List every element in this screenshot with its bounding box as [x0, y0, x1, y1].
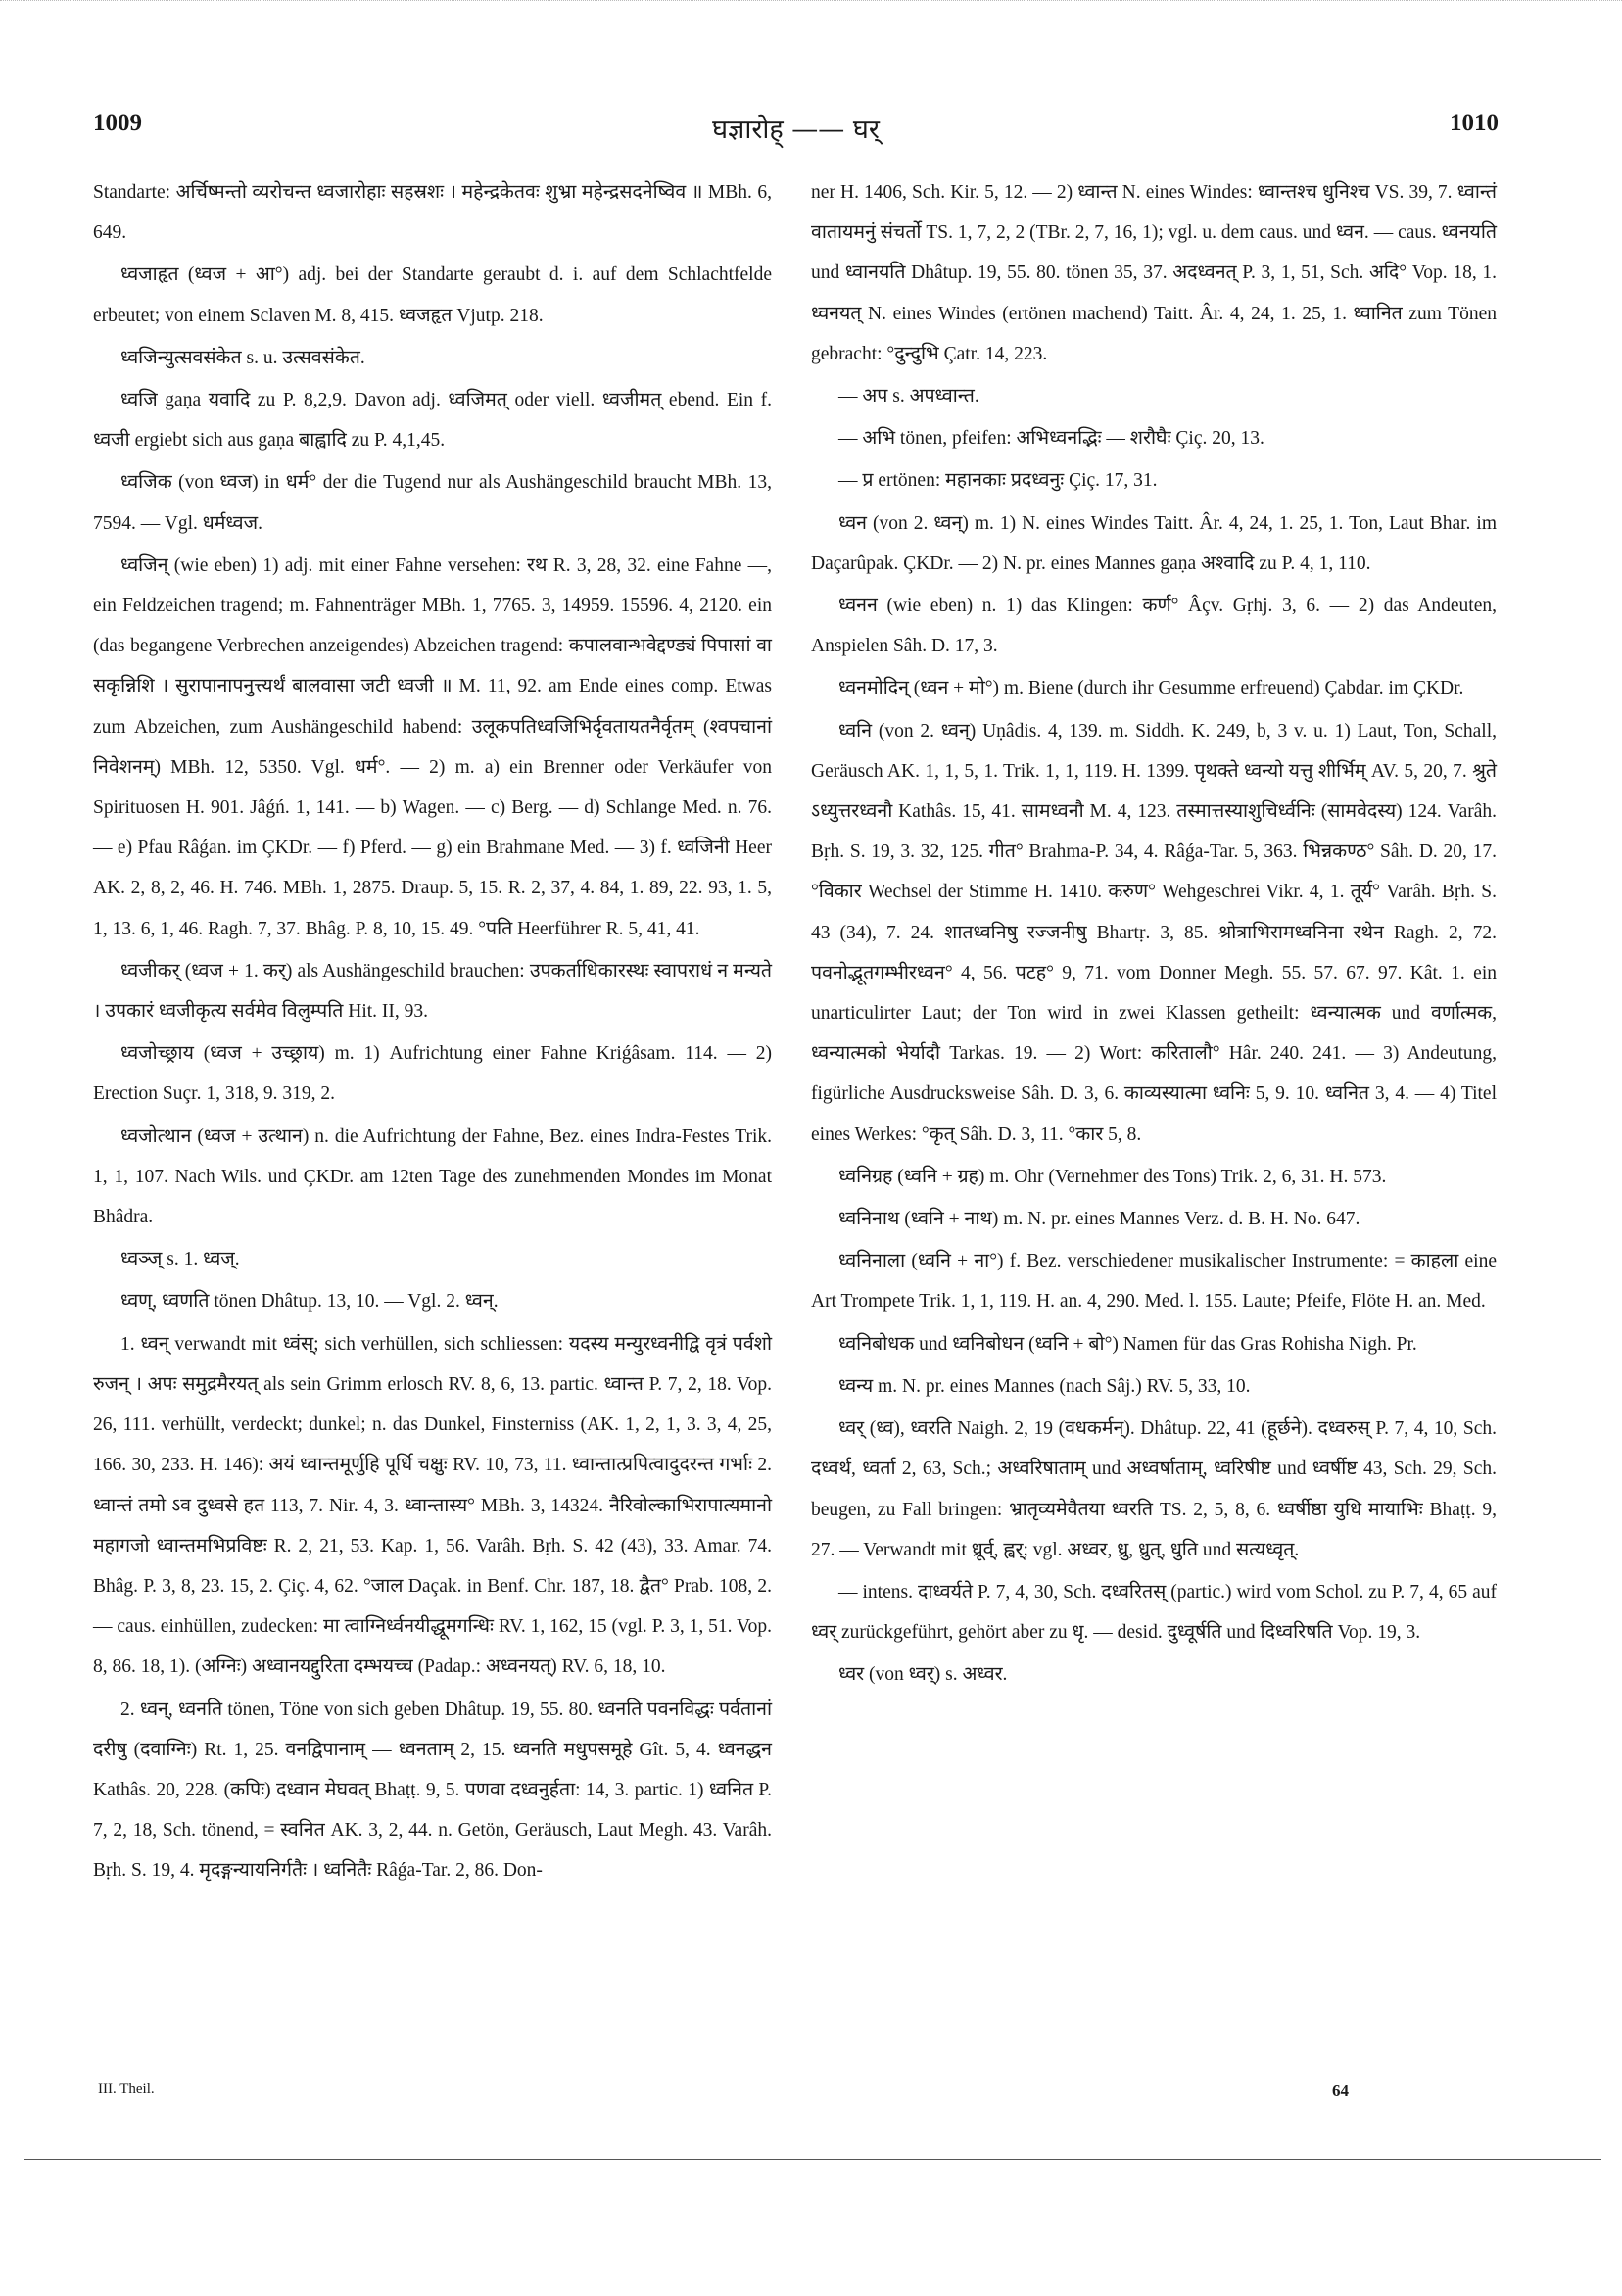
entry-paragraph: ध्वनिनाथ (ध्वनि + नाथ) m. N. pr. eines Mannes Verz. d. B. H. No. 647. — [838, 1209, 1360, 1230]
entry-paragraph: 1. ध्वन् verwandt mit ध्वंस्; sich verhüllen, sich schliessen: यदस्य मन्युरध्वनीद्वि वृत्रं पर्वशो रुजन् । अपः समुद्रमैरयत् als sein Grimm erlosch RV. 8, 6, 13. partic. ध्वान्त P. 7, 2, 18. Vop. 26, 111. verhüllt, verdeckt; dunkel; n. das Dunkel, Finsterniss (AK. 1, 2, 1, 3. 3, 4, 25, 166. 30, 233. H. 146): अयं ध्वान्तमूर्णुहि पूर्धि चक्षुः RV. 10, 73, 11. ध्वान्तात्प्रपित्वादुदरन्त गर्भाः 2. ध्वान्तं तमो ऽव दुध्वसे हत 113, 7. Nir. 4, 3. ध्वान्तास्य° MBh. 3, 14324. नैरिवोल्काभिरापात्यमानो महागजो ध्वान्तमभिप्रविष्टः R. 2, 21, 53. Kap. 1, 56. Varâh. Bṛh. S. 42 (43), 33. Amar. 74. Bhâg. P. 3, 8, 23. 15, 2. Çiç. 4, 62. °जाल Daçak. in Benf. Chr. 187, 18. द्वैत° Prab. 108, 2. — caus. einhüllen, zudecken: मा त्वाग्निर्ध्वनयीद्धूमगन्धिः RV. 1, 162, 15 (vgl. P. 3, 1, 51. Vop. 8, 86. 18, 1). (अग्निः) अध्वानयद्दुरिता दम्भयच्च (Padap.: अध्वनयत्) RV. 6, 18, 10. — [93, 1333, 772, 1678]
entry-paragraph: ध्वर (von ध्वर्) s. अध्वर. — [838, 1664, 1008, 1686]
entry-paragraph: ध्वजीकर् (ध्वज + 1. कर्) als Aushängeschild brauchen: उपकर्ताधिकारस्थः स्वापराधं न मन्यते । उपकारं ध्वजीकृत्य सर्वमेव विलुम्पति Hit. II, 93. — [93, 960, 772, 1023]
entry-paragraph: ner H. 1406, Sch. Kir. 5, 12. — 2) ध्वान्त N. eines Windes: ध्वान्तश्च धुनिश्च VS. 39, 7. ध्वान्तं वातायमनुं संचर्तो TS. 1, 7, 2, 2 (TBr. 2, 7, 16, 1); vgl. u. dem caus. und ध्वन. — caus. ध्वनयति und ध्वानयति Dhâtup. 19, 55. 80. tönen 35, 37. अदध्वनत् P. 3, 1, 51, Sch. अदि° Vop. 18, 1. ध्वनयत् N. eines Windes (ertönen machend) Taitt. Âr. 4, 24, 1. 25, 1. ध्वानित zum Tönen gebracht: °दुन्दुभि Çatr. 14, 223. — [811, 182, 1497, 364]
entry-paragraph: ध्वनिनाला (ध्वनि + ना°) f. Bez. verschiedener musikalischer Instrumente: = काहला eine Art Trompete Trik. 1, 1, 119. H. an. 4, 290. Med. l. 155. Laute; Pfeife, Flöte H. an. Med. — [811, 1251, 1497, 1313]
entry-paragraph: ध्वजोच्छ्राय (ध्वज + उच्छ्राय) m. 1) Aufrichtung einer Fahne Kriǵâsam. 114. — 2) Erection Suçr. 1, 318, 9. 319, 2. — [93, 1043, 772, 1105]
entry-paragraph: — intens. दाध्वर्यते P. 7, 4, 30, Sch. दध्वरितस् (partic.) wird vom Schol. zu P. 7, 4, 65 auf ध्वर् zurückgeführt, gehört aber zu धृ. — desid. दुध्वूर्षति und दिध्वरिषति Vop. 19, 3. — [811, 1581, 1497, 1644]
entry-paragraph: ध्वनमोदिन् (ध्वन + मो°) m. Biene (durch ihr Gesumme erfreuend) Çabdar. im ÇKDr. — [838, 678, 1464, 699]
entry-paragraph: ध्वनिबोधक und ध्वनिबोधन (ध्वनि + बो°) Namen für das Gras Rohisha Nigh. Pr. — [838, 1333, 1417, 1355]
entry-paragraph: ध्वर् (ध्व), ध्वरति Naigh. 2, 19 (वधकर्मन्). Dhâtup. 22, 41 (हूर्छने). दध्वरुस् P. 7, 4, 10, Sch. दध्वर्थ, ध्वर्ता 2, 63, Sch.; अध्वरिषाताम् und अध्वर्षाताम्, ध्वरिषीष्ट und ध्वर्षीष्ट 43, Sch. 29, Sch. beugen, zu Fall bringen: भ्रातृव्यमेवैतया ध्वरति TS. 2, 5, 8, 6. ध्वर्षीष्ठा युधि मायाभिः Bhaṭṭ. 9, 27. — Verwandt mit ध्रूर्व्, ह्वर्; vgl. अध्वर, ध्रु, ध्रुत्, धुति und सत्यध्वृत्. — [811, 1418, 1497, 1560]
entry-paragraph: ध्वनि (von 2. ध्वन्) Uṇâdis. 4, 139. m. Siddh. K. 249, b, 3 v. u. 1) Laut, Ton, Schall, Geräusch AK. 1, 1, 5, 1. Trik. 1, 1, 119. H. 1399. पृथक्ते ध्वन्यो यत्तु शीर्भिम् AV. 5, 20, 7. श्रुते ऽध्युत्तरध्वनौ Kathâs. 15, 41. सामध्वनौ M. 4, 123. तस्मात्तस्याशुचिर्ध्वनिः (सामवेदस्य) 124. Varâh. Bṛh. S. 19, 3. 32, 125. गीत° Brahma-P. 34, 4. Râǵa-Tar. 5, 363. भिन्नकण्ठ° Sâh. D. 20, 17. °विकार Wechsel der Stimme H. 1410. करुण° Wehgeschrei Vikr. 4, 1. तूर्य° Varâh. Bṛh. S. 43 (34), 7. 24. शातध्वनिषु रज्जनीषु Bhartṛ. 3, 85. श्रोत्राभिरामध्वनिना रथेन Ragh. 2, 72. पवनोद्भूतगम्भीरध्वन° 4, 56. पटह° 9, 71. vom Donner Megh. 55. 57. 67. 97. Kât. 1. ein unarticulirter Laut; der Ton wird in zwei Klassen getheilt: ध्वन्यात्मक und वर्णात्मक, ध्वन्यात्मको भेर्यादौ Tarkas. 19. — 2) Wort: करितालौ° Hâr. 240. 241. — 3) Andeutung, figürliche Ausdrucksweise Sâh. D. 3, 6. काव्यस्यात्मा ध्वनिः 5, 9. 10. ध्वनित 3, 4. — 4) Titel eines Werkes: °कृत् Sâh. D. 3, 11. °कार 5, 8. — [811, 720, 1497, 1145]
entry-paragraph: ध्वजोत्थान (ध्वज + उत्थान) n. die Aufrichtung der Fahne, Bez. eines Indra-Festes Trik. 1, 1, 107. Nach Wils. und ÇKDr. am 12ten Tage des zunehmenden Mondes im Monat Bhâdra. — [93, 1125, 772, 1228]
entry-paragraph: ध्वन्य m. N. pr. eines Mannes (nach Sâj.) RV. 5, 33, 10. — [838, 1375, 1251, 1397]
entry-paragraph: ध्वण्, ध्वणति tönen Dhâtup. 13, 10. — Vgl. 2. ध्वन्. — [120, 1291, 499, 1313]
entry-paragraph: ध्वन (von 2. ध्वन्) m. 1) N. eines Windes Taitt. Âr. 4, 24, 1. 25, 1. Ton, Laut Bhar. im Daçarûpak. ÇKDr. — 2) N. pr. eines Mannes gaṇa अश्वादि zu P. 4, 1, 110. — [811, 512, 1497, 574]
left-column — [93, 172, 772, 1891]
entry-paragraph: ध्वनिग्रह (ध्वनि + ग्रह) m. Ohr (Vernehmer des Tons) Trik. 2, 6, 31. H. 573. — [838, 1166, 1387, 1187]
bottom-rule — [24, 2159, 1601, 2160]
entry-paragraph: ध्वजिन्युत्सवसंकेत s. u. उत्सवसंकेत. — [120, 347, 365, 368]
right-column — [811, 172, 1497, 1696]
entry-paragraph: ध्वजि gaṇa यवादि zu P. 8,2,9. Davon adj. ध्वजिमत् oder viell. ध्वजीमत् ebend. Ein f. ध्वजी ergiebt sich aus gaṇa बाह्वादि zu P. 4,1,45. — [93, 390, 772, 452]
entry-paragraph: — अप s. अपध्वान्त. — [838, 386, 979, 407]
left-page-number: 1009 — [93, 110, 142, 136]
entry-paragraph: ध्वजाहृत (ध्वज + आ°) adj. bei der Standarte geraubt d. i. auf dem Schlachtfelde erbeutet; von einem Sclaven M. 8, 415. ध्वजहृत Vjutp. 218. — [93, 264, 772, 326]
volume-note: III. Theil. — [98, 2081, 155, 2097]
entry-paragraph: Standarte: अर्चिष्मन्तो व्यरोचन्त ध्वजारोहाः सहस्रशः । महेन्द्रकेतवः शुभ्रा महेन्द्रसदनेष्विव ॥ MBh. 6, 649. — [93, 182, 772, 244]
entry-paragraph: 2. ध्वन्, ध्वनति tönen, Töne von sich geben Dhâtup. 19, 55. 80. ध्वनति पवनविद्धः पर्वतानां दरीषु (दवाग्निः) Rt. 1, 25. वनद्विपानाम् — ध्वनताम् 2, 15. ध्वनति मधुपसमूहे Gît. 5, 4. ध्वनद्धन Kathâs. 20, 228. (कपिः) दध्वान मेघवत् Bhaṭṭ. 9, 5. पणवा दध्वनुर्हता: 14, 3. partic. 1) ध्वनित P. 7, 2, 18, Sch. tönend, = स्वनित AK. 3, 2, 44. n. Getön, Geräusch, Laut Megh. 43. Varâh. Bṛh. S. 19, 4. मृदङ्गन्यायनिर्गतैः । ध्वनितैः Râǵa-Tar. 2, 86. Don- — [93, 1698, 772, 1882]
running-title: घज्ञारोह् —— घर् — [712, 115, 880, 145]
right-page-number: 1010 — [1450, 110, 1499, 136]
entry-paragraph: ध्वजिन् (wie eben) 1) adj. mit einer Fahne versehen: रथ R. 3, 28, 32. eine Fahne —, ein Feldzeichen tragend; m. Fahnenträger MBh. 1, 7765. 3, 14959. 15596. 4, 2120. ein (das begangene Verbrechen anzeigendes) Abzeichen tragend: कपालवान्भवेद्दण्ड्यं पिपासां वा सकृन्निशि । सुरापानापनुत्त्यर्थं बालवासा जटी ध्वजी ॥ M. 11, 92. am Ende eines comp. Etwas zum Abzeichen, zum Aushängeschild habend: उलूकपतिध्वजिभिर्दृवतायतनैर्वृतम् (श्वपचानां निवेशनम्) MBh. 12, 5350. Vgl. धर्म°. — 2) m. a) ein Brenner oder Verkäufer von Spirituosen H. 901. Jâǵń. 1, 141. — b) Wagen. — c) Berg. — d) Schlange Med. n. 76. — e) Pfau Râǵan. im ÇKDr. — f) Pferd. — g) ein Brahmane Med. — 3) f. ध्वजिनी Heer AK. 2, 8, 2, 46. H. 746. MBh. 1, 2875. Draup. 5, 15. R. 2, 37, 4. 84, 1. 89, 22. 93, 1. 5, 1, 13. 6, 1, 46. Ragh. 7, 37. Bhâg. P. 8, 10, 15. 49. °पति Heerführer R. 5, 41, 41. — [93, 554, 772, 939]
top-scan-marks — [0, 0, 1622, 17]
entry-paragraph: ध्वनन (wie eben) n. 1) das Klingen: कर्ण° Âçv. Gṛhj. 3, 6. — 2) das Andeuten, Anspielen Sâh. D. 17, 3. — [811, 596, 1497, 657]
entry-paragraph: ध्वञ्ज् s. 1. ध्वज्. — [120, 1249, 240, 1270]
entry-paragraph: — प्र ertönen: महानकाः प्रदध्वनुः Çiç. 17, 31. — [838, 470, 1158, 492]
entry-paragraph: ध्वजिक (von ध्वज) in धर्म° der die Tugend nur als Aushängeschild braucht MBh. 13, 7594. — Vgl. धर्मध्वज. — [93, 472, 772, 534]
signature-mark: 64 — [1332, 2081, 1349, 2100]
entry-paragraph: — अभि tönen, pfeifen: अभिध्वनद्भिः — शरौघैः Çiç. 20, 13. — [838, 428, 1264, 450]
page-header — [93, 110, 1499, 149]
